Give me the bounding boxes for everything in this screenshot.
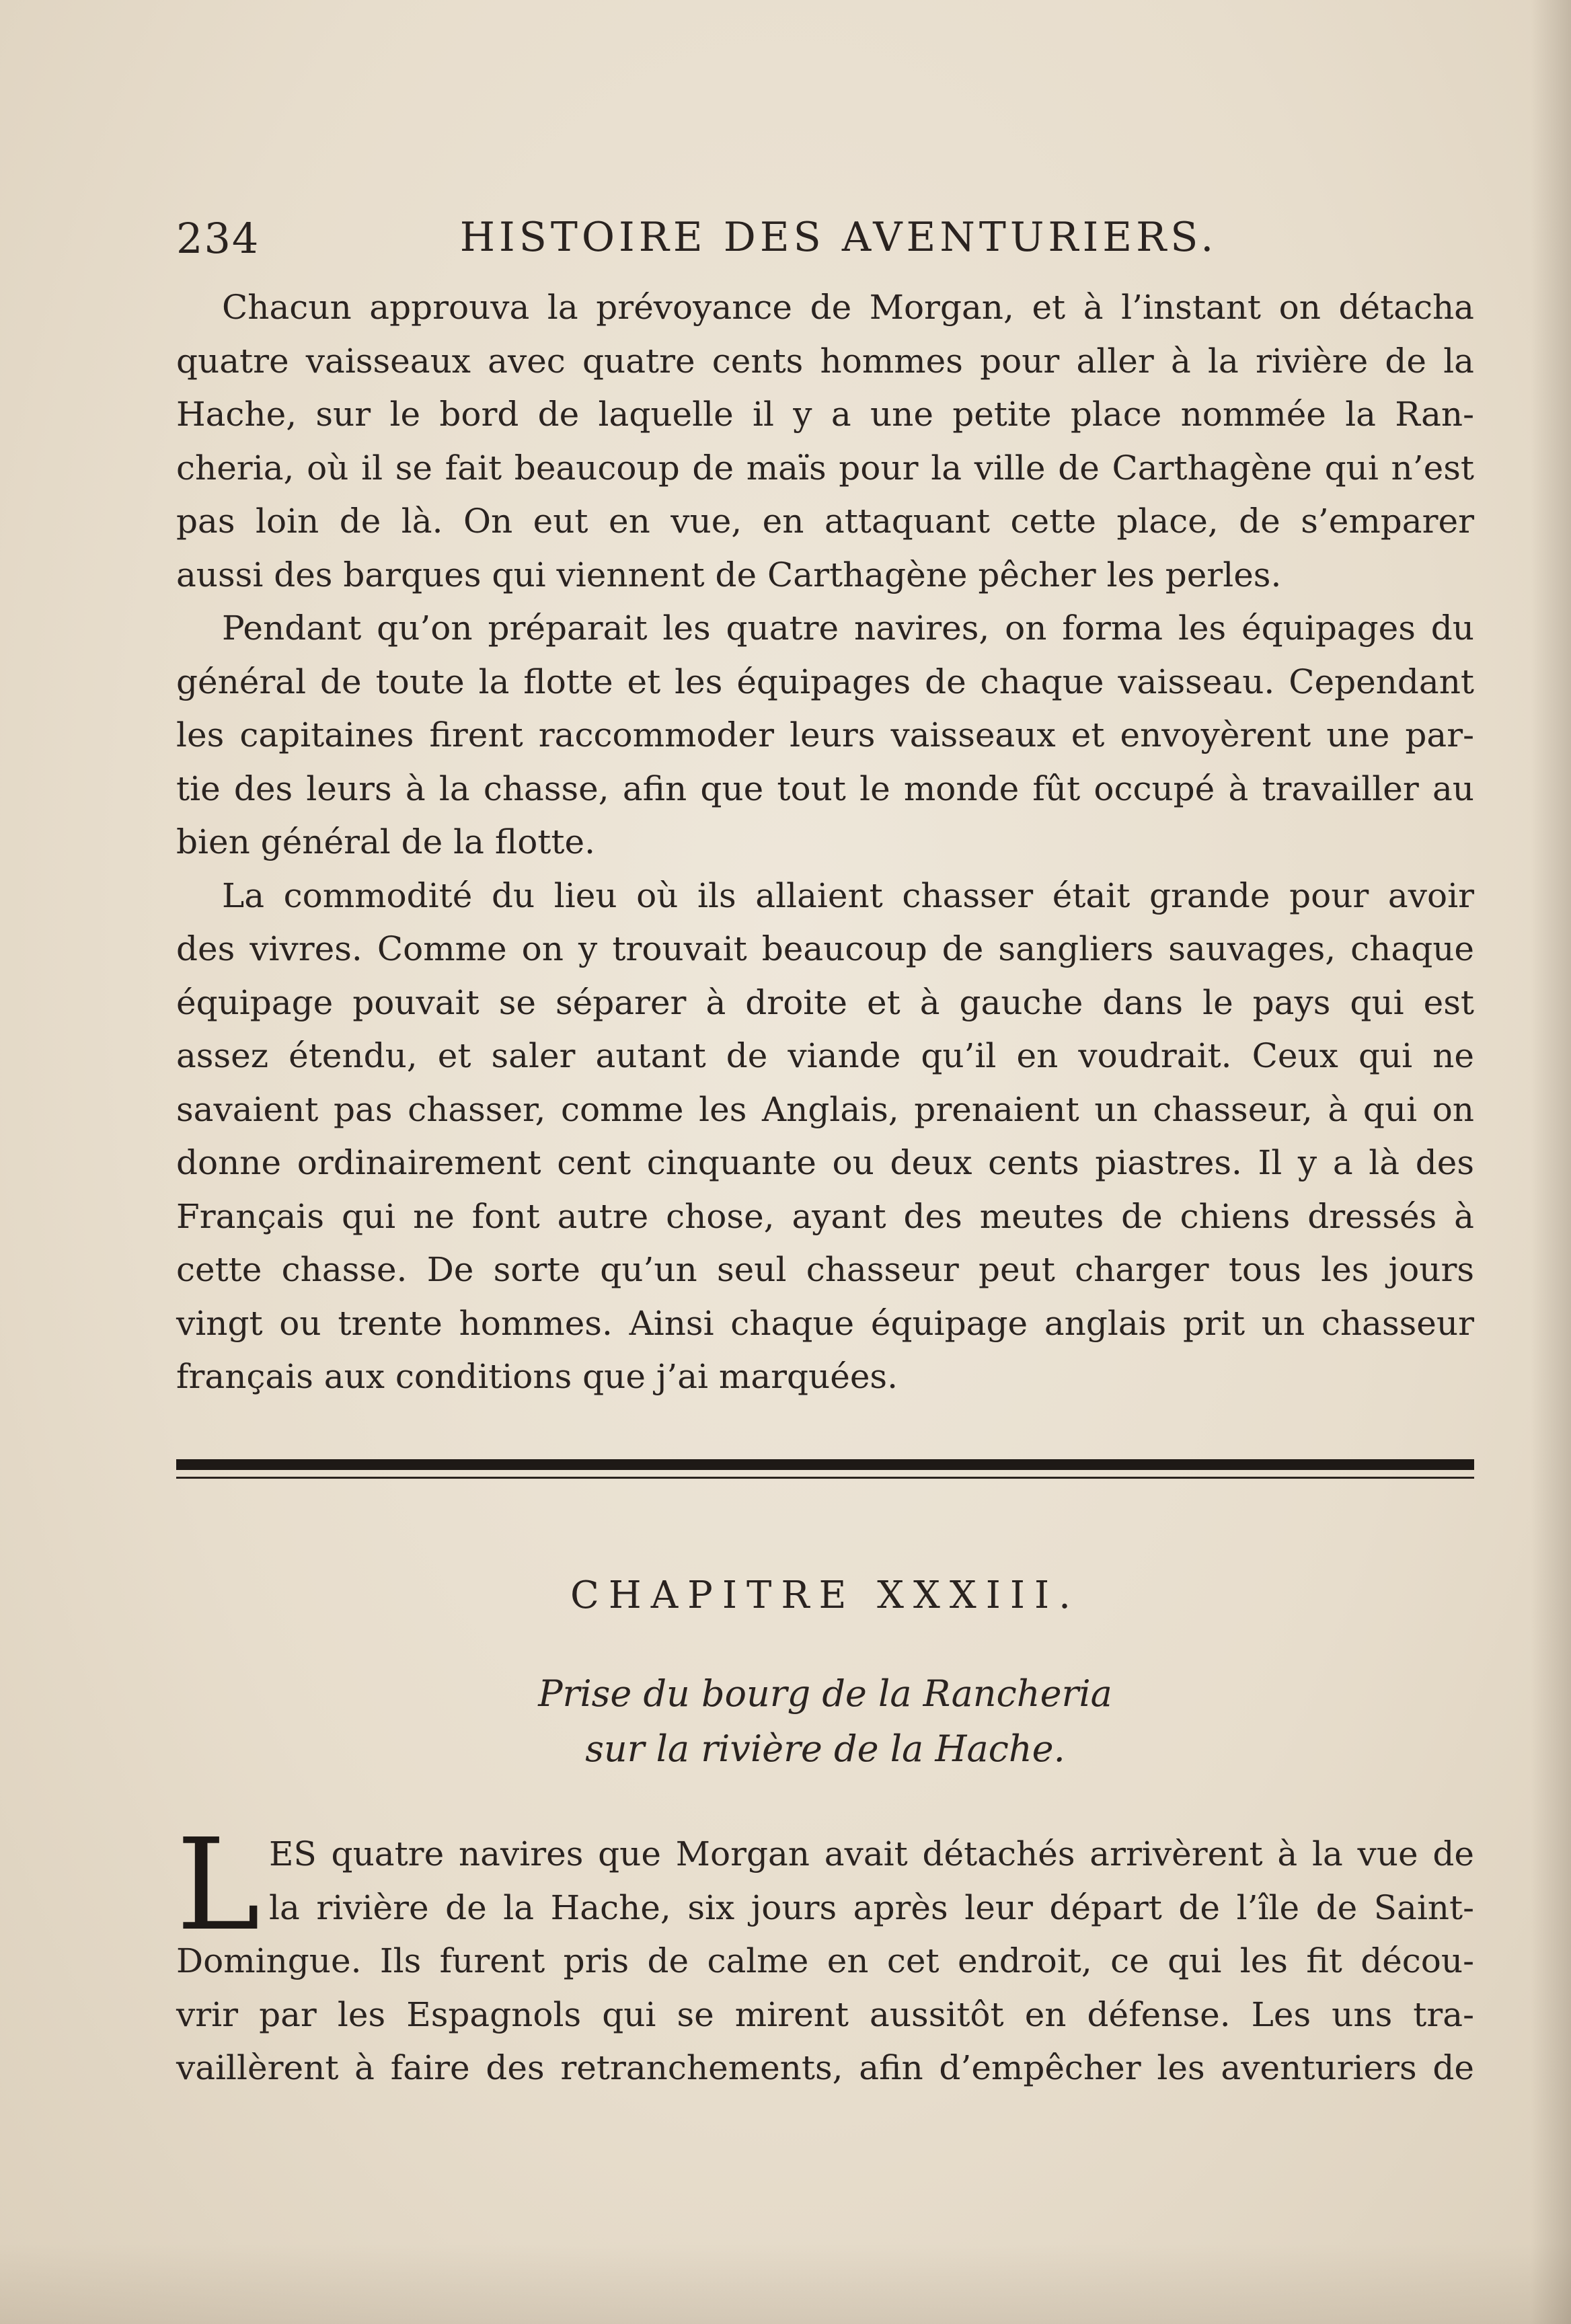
text-line: bien général de la flotte. [176, 822, 595, 861]
paragraph [176, 602, 1474, 869]
chapter-title: CHAPITRE XXXIII. [570, 1574, 1080, 1617]
text-line: La commodité du lieu où ils allaient chasser était grande pour avoir [222, 876, 1474, 915]
chapter-subtitle-line: sur la rivière de la Hache. [585, 1728, 1065, 1770]
drop-cap: L [176, 1812, 260, 1959]
text-line: la rivière de la Hache, six jours après leur départ de l’île de Saint- [269, 1888, 1474, 1927]
text-line: général de toute la flotte et les équipages de chaque vaisseau. Cependant [176, 662, 1474, 701]
paragraph [176, 281, 1474, 602]
text-line: ES quatre navires que Morgan avait détachés arrivèrent à la vue de [269, 1834, 1474, 1873]
text-line: Domingue. Ils furent pris de calme en cet endroit, ce qui les fit décou- [176, 1941, 1474, 1980]
paragraph [176, 1812, 1474, 2095]
body-text [176, 281, 1474, 1404]
text-line: quatre vaisseaux avec quatre cents hommes pour aller à la rivière de la [176, 341, 1474, 381]
text-line: tie des leurs à la chasse, afin que tout le monde fût occupé à travailler au [176, 769, 1474, 808]
running-head [176, 214, 1474, 268]
text-line: cette chasse. De sorte qu’un seul chasseur peut charger tous les jours [176, 1250, 1474, 1289]
text-line: savaient pas chasser, comme les Anglais, prenaient un chasseur, à qui on [176, 1089, 1474, 1129]
text-line: les capitaines firent raccommoder leurs vaisseaux et envoyèrent une par- [176, 715, 1474, 754]
text-line: vingt ou trente hommes. Ainsi chaque équipage anglais prit un chasseur [176, 1303, 1474, 1343]
chapter-divider-thin [176, 1477, 1474, 1479]
text-line: Chacun approuva la prévoyance de Morgan, et à l’instant on détacha [222, 288, 1474, 327]
chapter-divider-thick [176, 1459, 1474, 1470]
running-title: HISTOIRE DES AVENTURIERS. [459, 214, 1218, 261]
text-line: français aux conditions que j’ai marquées. [176, 1357, 898, 1396]
text-line: vrir par les Espagnols qui se mirent aussitôt en défense. Les uns tra- [176, 1994, 1474, 2034]
text-line: Hache, sur le bord de laquelle il y a une petite place nommée la Ran- [176, 395, 1474, 434]
text-line: vaillèrent à faire des retranchements, afin d’empêcher les aventuriers de [176, 2048, 1474, 2087]
text-line: équipage pouvait se séparer à droite et à gauche dans le pays qui est [176, 982, 1474, 1022]
text-line: cheria, où il se fait beaucoup de maïs pour la ville de Carthagène qui n’est [176, 448, 1474, 488]
text-line: Pendant qu’on préparait les quatre navires, on forma les équipages du [222, 609, 1474, 648]
chapter-subtitle-line: Prise du bourg de la Rancheria [538, 1672, 1112, 1715]
text-line: des vivres. Comme on y trouvait beaucoup de sangliers sauvages, chaque [176, 929, 1474, 968]
paragraph [176, 869, 1474, 1404]
text-line: aussi des barques qui viennent de Carthagène pêcher les perles. [176, 555, 1282, 594]
text-line: pas loin de là. On eut en vue, en attaquant cette place, de s’emparer [176, 502, 1474, 541]
chapter-subtitle [176, 1666, 1474, 1777]
text-line: donne ordinairement cent cinquante ou deux cents piastres. Il y a là des [176, 1143, 1474, 1182]
text-line: Français qui ne font autre chose, ayant des meutes de chiens dressés à [176, 1196, 1474, 1236]
text-line: assez étendu, et saler autant de viande qu’il en voudrait. Ceux qui ne [176, 1036, 1474, 1075]
page-number: 234 [176, 214, 260, 263]
chapter-body [176, 1812, 1474, 2095]
